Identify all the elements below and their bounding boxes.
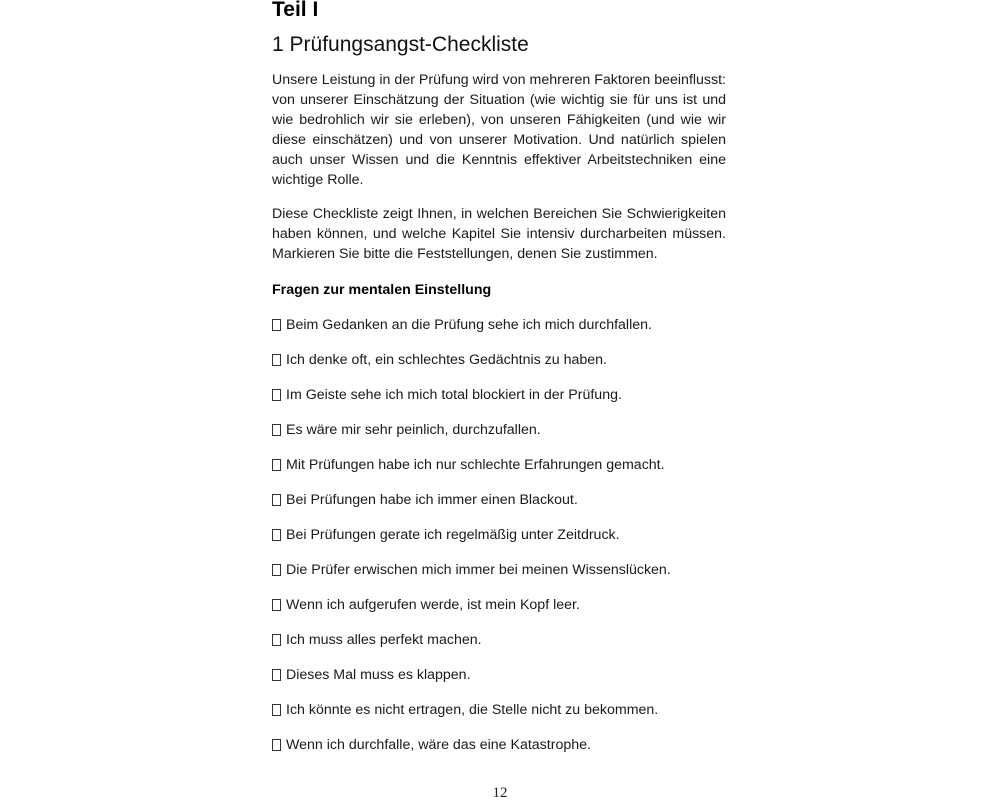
checklist (272, 315, 671, 770)
checklist-item[interactable] (272, 560, 671, 595)
checkbox-icon[interactable] (272, 739, 281, 751)
checklist-item-label: Im Geiste sehe ich mich total blockiert in der Prüfung. (286, 387, 622, 403)
checklist-item-label: Bei Prüfungen gerate ich regelmäßig unter Zeitdruck. (286, 527, 620, 543)
checkbox-icon[interactable] (272, 599, 281, 611)
checkbox-icon[interactable] (272, 459, 281, 471)
checklist-item[interactable] (272, 595, 671, 630)
checklist-item[interactable] (272, 490, 671, 525)
checklist-item-label: Mit Prüfungen habe ich nur schlechte Erfahrungen gemacht. (286, 457, 665, 473)
checklist-item[interactable] (272, 315, 671, 350)
checklist-item[interactable] (272, 385, 671, 420)
checkbox-icon[interactable] (272, 564, 281, 576)
checklist-item-label: Wenn ich durchfalle, wäre das eine Katastrophe. (286, 737, 591, 753)
section-heading: Fragen zur mentalen Einstellung (272, 282, 492, 298)
page-number: 12 (492, 785, 508, 801)
checklist-item-label: Es wäre mir sehr peinlich, durchzufallen. (286, 422, 541, 438)
checklist-item-label: Beim Gedanken an die Prüfung sehe ich mich durchfallen. (286, 317, 652, 333)
instruction-paragraph: Diese Checkliste zeigt Ihnen, in welchen Bereichen Sie Schwierigkeiten haben können, und welche Kapitel Sie intensiv durcharbeiten müssen. Markieren Sie bitte die Feststellungen, denen Sie zustimmen. (272, 206, 726, 262)
checklist-item[interactable] (272, 700, 671, 735)
checkbox-icon[interactable] (272, 669, 281, 681)
checklist-item[interactable] (272, 630, 671, 665)
checklist-item-label: Ich muss alles perfekt machen. (286, 632, 482, 648)
checkbox-icon[interactable] (272, 424, 281, 436)
checkbox-icon[interactable] (272, 529, 281, 541)
checklist-item[interactable] (272, 665, 671, 700)
checklist-item-label: Ich könnte es nicht ertragen, die Stelle nicht zu bekommen. (286, 702, 659, 718)
checkbox-icon[interactable] (272, 389, 281, 401)
checkbox-icon[interactable] (272, 319, 281, 331)
checklist-item-label: Dieses Mal muss es klappen. (286, 667, 471, 683)
checklist-item-label: Wenn ich aufgerufen werde, ist mein Kopf leer. (286, 597, 580, 613)
checklist-item[interactable] (272, 350, 671, 385)
chapter-title: 1 Prüfungsangst-Checkliste (272, 33, 529, 56)
intro-paragraph: Unsere Leistung in der Prüfung wird von mehreren Faktoren beeinflusst: von unserer Einschätzung der Situation (wie wichtig sie für uns ist und wie bedrohlich wir sie erleben), von unseren Fähigkeiten (und wie wir diese einschätzen) und von unserer Motivation. Und natürlich spielen auch unser Wissen und die Kenntnis effektiver Arbeitstechniken eine wichtige Rolle. (272, 72, 726, 188)
checklist-item[interactable] (272, 420, 671, 455)
checklist-item[interactable] (272, 525, 671, 560)
checkbox-icon[interactable] (272, 354, 281, 366)
checklist-item[interactable] (272, 455, 671, 490)
checklist-item[interactable] (272, 735, 671, 770)
checklist-item-label: Ich denke oft, ein schlechtes Gedächtnis zu haben. (286, 352, 607, 368)
checkbox-icon[interactable] (272, 494, 281, 506)
checkbox-icon[interactable] (272, 704, 281, 716)
checkbox-icon[interactable] (272, 634, 281, 646)
part-title: Teil I (272, 0, 319, 21)
checklist-item-label: Bei Prüfungen habe ich immer einen Blackout. (286, 492, 578, 508)
checklist-item-label: Die Prüfer erwischen mich immer bei meinen Wissenslücken. (286, 562, 671, 578)
